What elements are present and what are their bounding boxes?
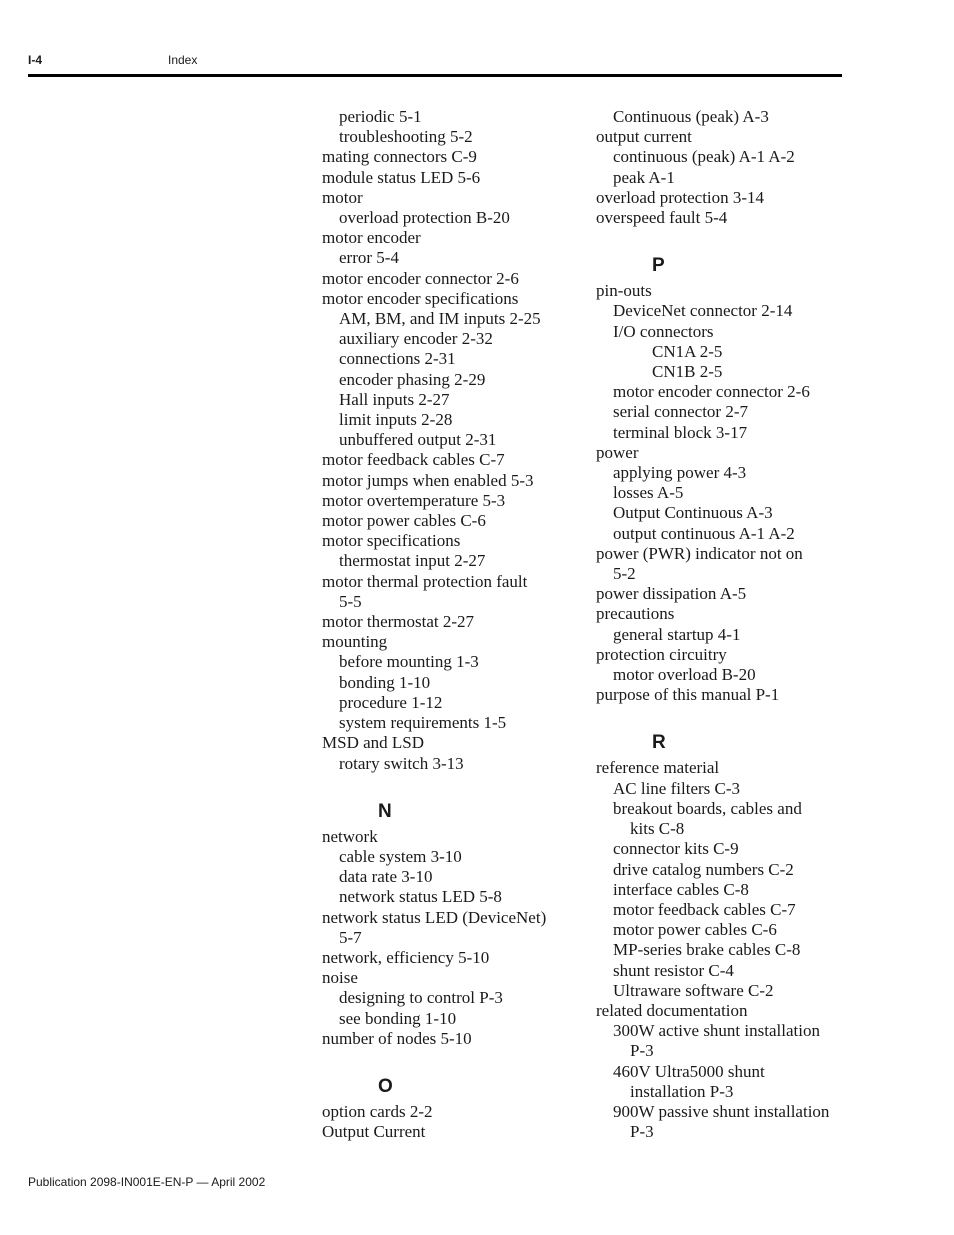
header-rule <box>28 74 842 77</box>
index-entry: motor encoder connector 2-6 <box>322 268 519 288</box>
index-entry: motor <box>322 187 363 207</box>
index-subentry: terminal block 3-17 <box>613 422 748 442</box>
index-entry: purpose of this manual P-1 <box>596 685 780 705</box>
index-entry: output current <box>596 127 692 147</box>
index-entry: MSD and LSD <box>322 733 425 753</box>
index-subentry: procedure 1-12 <box>339 692 443 712</box>
index-subentry: periodic 5-1 <box>339 107 422 126</box>
index-subentry: MP-series brake cables C-8 <box>613 940 801 960</box>
index-letter-heading: N <box>378 800 392 822</box>
index-entry: module status LED 5-6 <box>322 167 481 187</box>
index-subentry: AM, BM, and IM inputs 2-25 <box>339 309 541 329</box>
index-subentry: peak A-1 <box>613 167 675 187</box>
index-column-right <box>596 107 856 1142</box>
index-subentry: interface cables C-8 <box>613 879 749 899</box>
section-title: Index <box>168 53 198 67</box>
index-entry: overspeed fault 5-4 <box>596 208 728 228</box>
index-entry: network, efficiency 5-10 <box>322 947 490 967</box>
index-letter-heading: O <box>378 1075 393 1097</box>
index-subentry: designing to control P-3 <box>339 988 503 1008</box>
index-subentry: system requirements 1-5 <box>339 713 507 733</box>
publication-footer: Publication 2098-IN001E-EN-P — April 2002 <box>28 1175 266 1189</box>
index-letter-heading: R <box>652 732 666 754</box>
index-subentry: cable system 3-10 <box>339 846 462 866</box>
index-subentry: connections 2-31 <box>339 349 456 369</box>
index-entry: motor thermostat 2-27 <box>322 612 475 632</box>
index-entry: mating connectors C-9 <box>322 147 477 167</box>
index-entry: noise <box>322 968 358 988</box>
index-column-left <box>322 107 582 1142</box>
index-subentry: 5-5 <box>339 591 362 611</box>
index-subentry: serial connector 2-7 <box>613 402 748 422</box>
index-subentry: general startup 4-1 <box>613 624 741 644</box>
index-subentry: Ultraware software C-2 <box>613 980 774 1000</box>
index-subentry: rotary switch 3-13 <box>339 753 464 773</box>
index-subentry: error 5-4 <box>339 248 399 268</box>
index-entry: mounting <box>322 632 388 652</box>
index-subentry: connector kits C-9 <box>613 839 739 859</box>
index-subentry: data rate 3-10 <box>339 867 433 887</box>
index-subentry: Hall inputs 2-27 <box>339 389 450 409</box>
index-entry: option cards 2-2 <box>322 1101 433 1121</box>
index-subentry: bonding 1-10 <box>339 672 431 692</box>
index-subentry: overload protection B-20 <box>339 208 510 228</box>
index-entry: number of nodes 5-10 <box>322 1028 472 1048</box>
index-entry: pin-outs <box>596 281 652 301</box>
index-entry: motor encoder <box>322 228 421 248</box>
index-entry: power dissipation A-5 <box>596 584 747 604</box>
index-subentry: DeviceNet connector 2-14 <box>613 301 793 321</box>
index-entry: motor overtemperature 5-3 <box>322 490 506 510</box>
index-subentry: P-3 <box>630 1041 654 1061</box>
index-subentry: 5-2 <box>613 564 636 584</box>
index-subentry: before mounting 1-3 <box>339 652 479 672</box>
index-subentry: 460V Ultra5000 shunt <box>613 1061 765 1081</box>
index-subentry: Output Continuous A-3 <box>613 503 773 523</box>
index-subentry: see bonding 1-10 <box>339 1008 457 1028</box>
index-subentry: limit inputs 2-28 <box>339 410 453 430</box>
index-subentry: output continuous A-1 A-2 <box>613 523 795 543</box>
index-subentry: motor encoder connector 2-6 <box>613 382 810 402</box>
index-subentry: 300W active shunt installation <box>613 1021 820 1041</box>
index-subentry: 5-7 <box>339 927 362 947</box>
index-subentry: Continuous (peak) A-3 <box>613 107 769 126</box>
index-entry: power (PWR) indicator not on <box>596 543 803 563</box>
index-entry: motor specifications <box>322 531 461 551</box>
index-subentry: losses A-5 <box>613 483 684 503</box>
index-entry: motor jumps when enabled 5-3 <box>322 470 534 490</box>
index-subentry: network status LED 5-8 <box>339 887 502 907</box>
index-subentry: motor overload B-20 <box>613 665 756 685</box>
index-subentry: P-3 <box>630 1122 654 1142</box>
index-subentry: drive catalog numbers C-2 <box>613 859 794 879</box>
index-entry: motor thermal protection fault <box>322 571 528 591</box>
index-entry: overload protection 3-14 <box>596 187 765 207</box>
index-letter-heading: P <box>652 255 665 277</box>
index-subentry: CN1A 2-5 <box>652 341 723 361</box>
index-subentry: motor feedback cables C-7 <box>613 899 796 919</box>
index-subentry: 900W passive shunt installation <box>613 1101 830 1121</box>
index-entry: network status LED (DeviceNet) <box>322 907 547 927</box>
index-subentry: troubleshooting 5-2 <box>339 127 473 147</box>
index-subentry: thermostat input 2-27 <box>339 551 486 571</box>
index-subentry: unbuffered output 2-31 <box>339 430 497 450</box>
index-entry: Output Current <box>322 1122 426 1142</box>
index-subentry: CN1B 2-5 <box>652 362 723 382</box>
index-subentry: auxiliary encoder 2-32 <box>339 329 493 349</box>
index-entry: motor power cables C-6 <box>322 511 486 531</box>
index-entry: network <box>322 826 378 846</box>
index-entry: power <box>596 442 639 462</box>
index-subentry: installation P-3 <box>630 1081 734 1101</box>
index-subentry: AC line filters C-3 <box>613 778 741 798</box>
index-entry: related documentation <box>596 1000 748 1020</box>
index-entry: motor encoder specifications <box>322 288 519 308</box>
index-subentry: shunt resistor C-4 <box>613 960 734 980</box>
index-subentry: motor power cables C-6 <box>613 920 777 940</box>
index-subentry: I/O connectors <box>613 321 714 341</box>
index-entry: precautions <box>596 604 675 624</box>
index-subentry: applying power 4-3 <box>613 463 747 483</box>
index-subentry: encoder phasing 2-29 <box>339 369 486 389</box>
page-number: I-4 <box>28 53 43 67</box>
index-entry: protection circuitry <box>596 644 727 664</box>
index-entry: motor feedback cables C-7 <box>322 450 505 470</box>
index-subentry: breakout boards, cables and <box>613 798 802 818</box>
index-subentry: continuous (peak) A-1 A-2 <box>613 147 795 167</box>
index-entry: reference material <box>596 758 720 778</box>
index-subentry: kits C-8 <box>630 819 685 839</box>
